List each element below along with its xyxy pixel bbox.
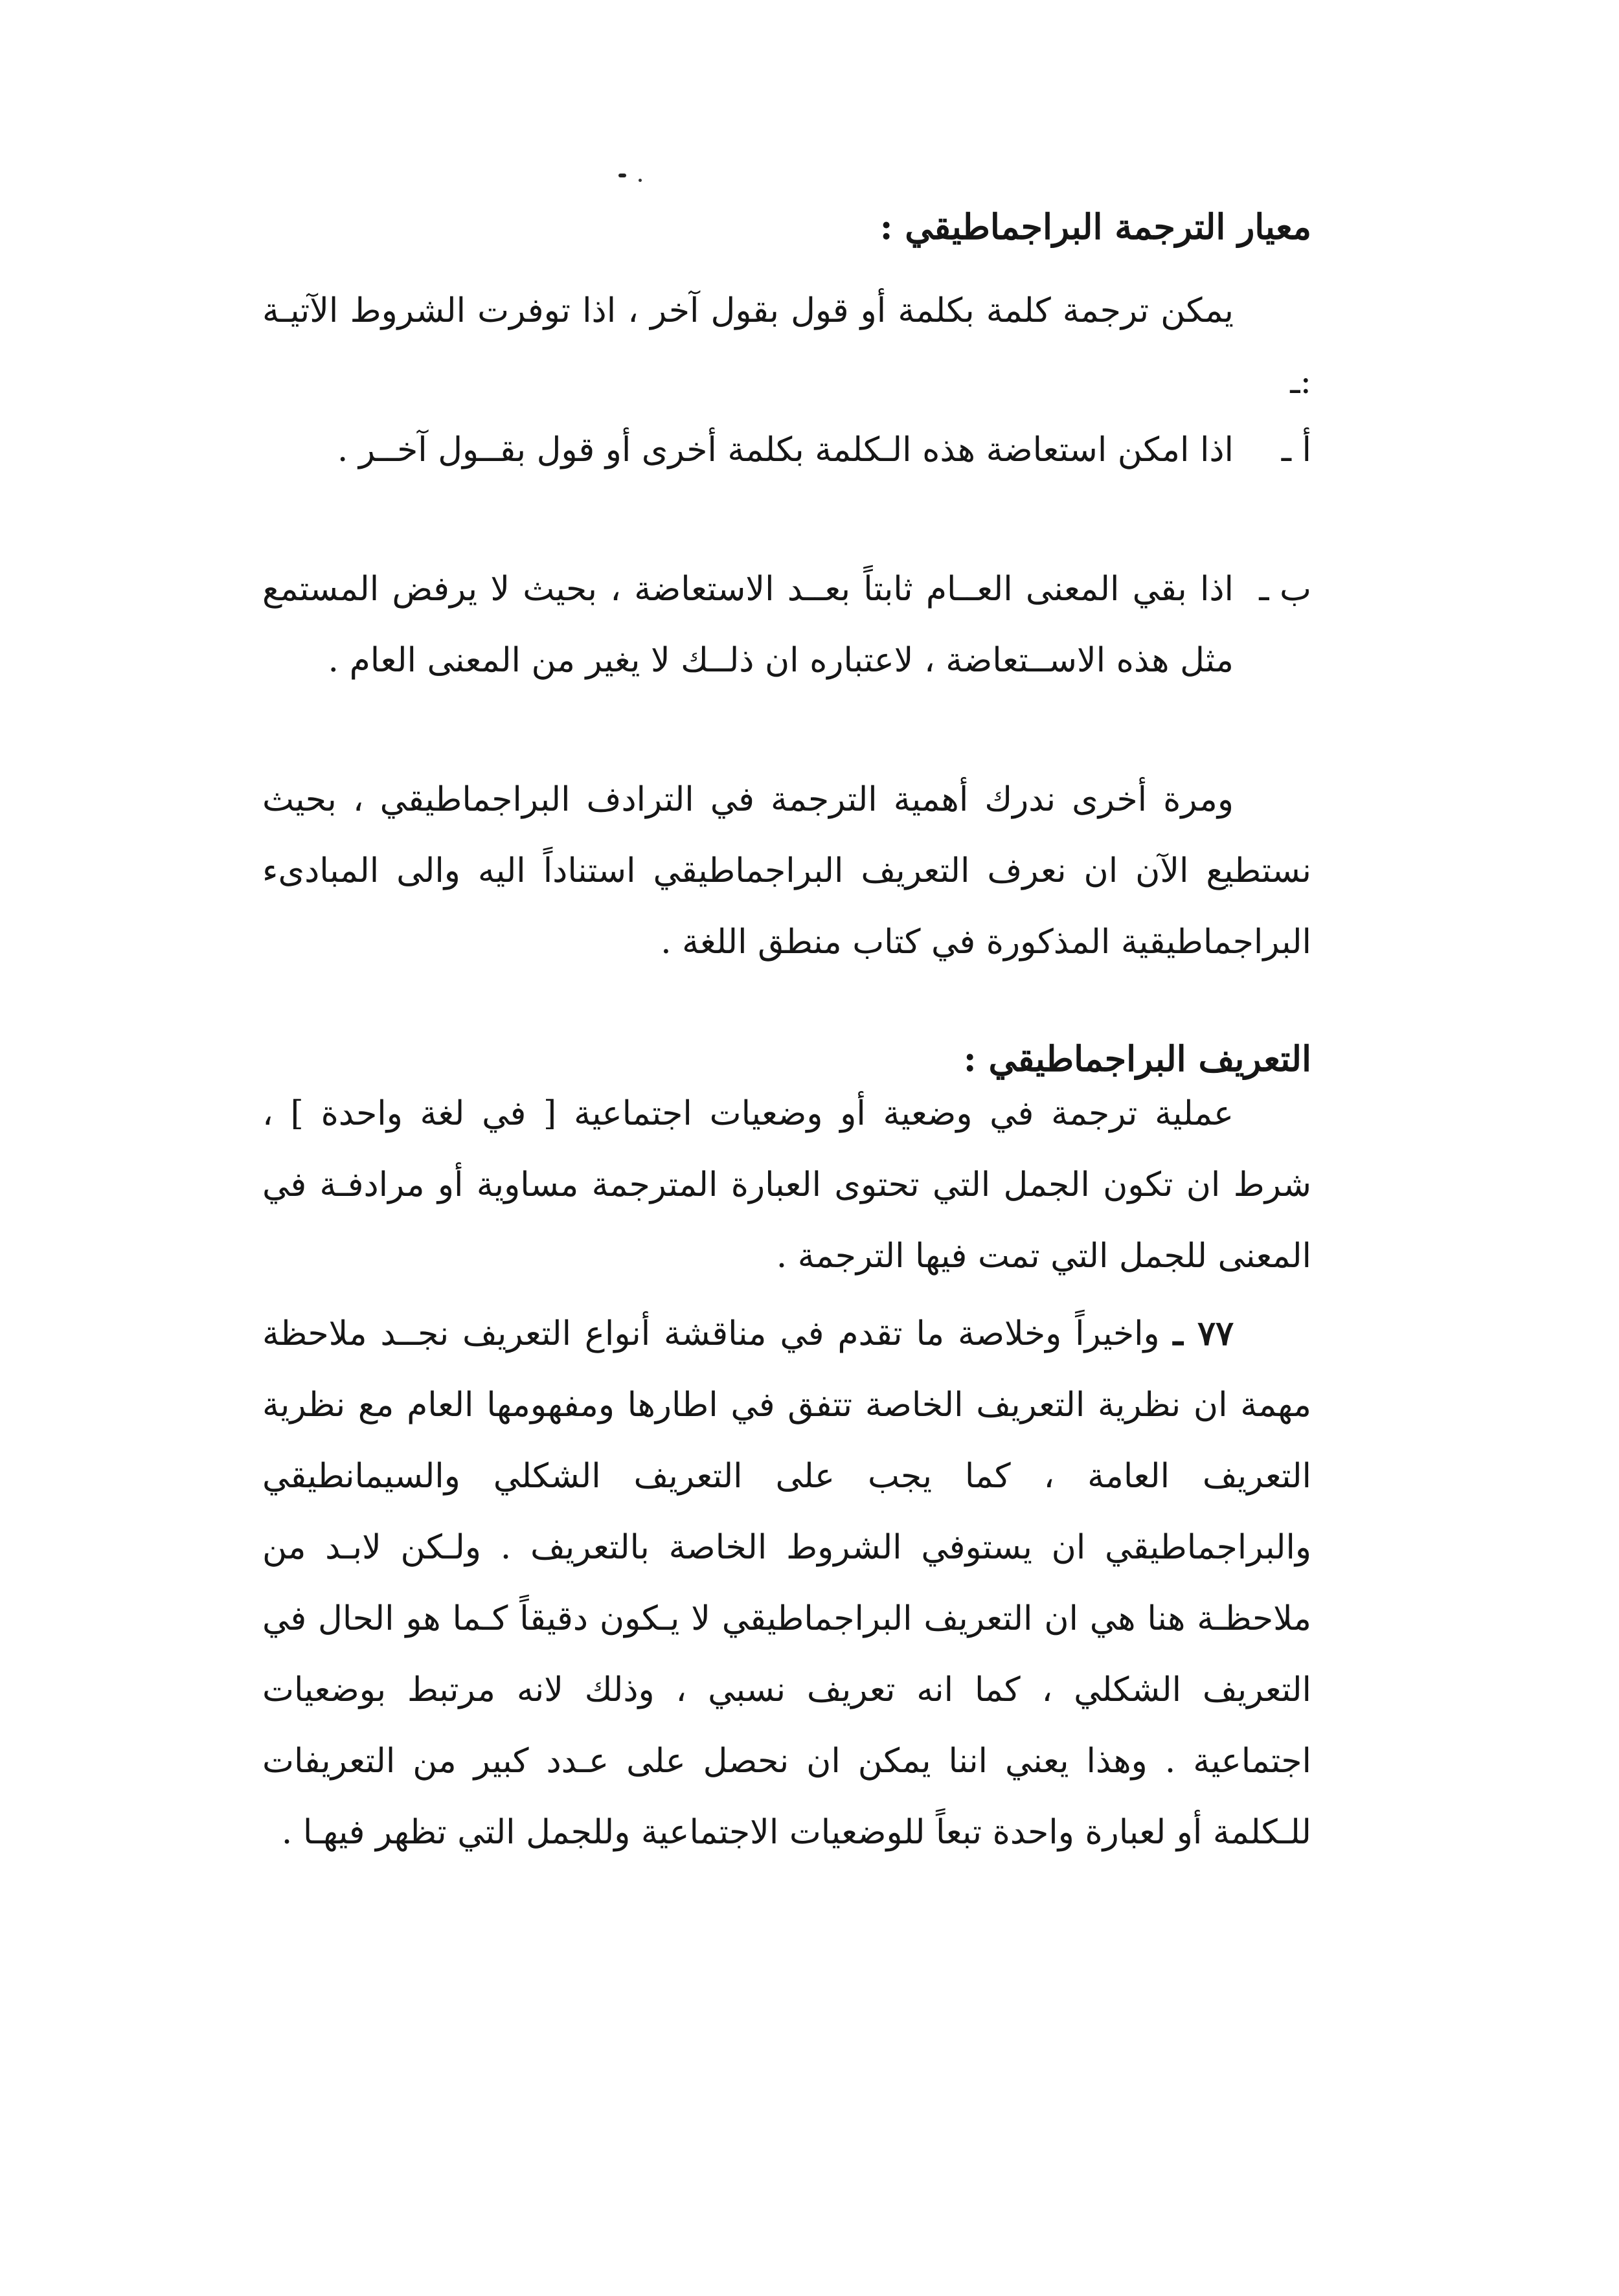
list-item-b	[262, 554, 1311, 696]
paragraph-definition	[262, 1078, 1311, 1292]
paragraph-text: ومرة أخرى ندرك أهمية الترجمة في الترادف البراجماطيقي ، بحيث نستطيع الآن ان نعرف التعريف البراجماطيقي استناداً اليه والى المبادىء البراجماطيقية المذكورة في كتاب منطق اللغة .	[262, 780, 1311, 962]
section-heading-pragmatic-translation-criterion: معيار الترجمة البراجماطيقي :	[879, 206, 1311, 247]
paragraph-text: يمكن ترجمة كلمة بكلمة أو قول بقول آخر ، اذا توفرت الشروط الآتيـة :ـ	[262, 291, 1311, 401]
paragraph-text	[262, 1298, 1311, 1868]
list-marker: ب ـ	[1259, 570, 1311, 609]
paragraph-number: ٧٧ ـ	[1173, 1314, 1234, 1353]
scan-speck	[618, 174, 626, 177]
paragraph-intro	[262, 275, 1311, 418]
list-item-text: اذا بقي المعنى العــام ثابتاً بعــد الاستعاضة ، بحيث لا يرفض المستمع مثل هذه الاســتعاضة ، لاعتباره ان ذلــك لا يغير من المعنى العام .	[262, 570, 1234, 680]
list-item-text: اذا امكن استعاضة هذه الـكلمة بكلمة أخرى أو قول بقــول آخــر .	[337, 431, 1234, 469]
paragraph-conclusion	[262, 1298, 1311, 1868]
scan-speck	[639, 179, 642, 182]
paragraph-translation-importance	[262, 764, 1311, 978]
paragraph-body: واخيراً وخلاصة ما تقدم في مناقشة أنواع التعريف نجــد ملاحظة مهمة ان نظرية التعريف الخاصة تتفق في اطارها ومفهومها العام مع نظرية التعريف العامة ، كما يجب على التعريف الشكلي والسيمانطيقي والبراجماطيقي ان يستوفي الشروط الخاصة بالتعريف . ولـكن لابـد من ملاحظـة هنا هي ان التعريف البراجماطيقي لا يـكون دقيقاً كـما هو الحال في التعريف الشكلي ، كما انه تعريف نسبي ، وذلك لانه مرتبط بوضعيات اجتماعية . وهذا يعني اننا يمكن ان نحصل على عـدد كبير من التعريفات للـكلمة أو لعبارة واحدة تبعاً للوضعيات الاجتماعية وللجمل التي تظهر فيهـا .	[262, 1314, 1311, 1852]
list-item-a	[262, 414, 1311, 486]
paragraph-text: عملية ترجمة في وضعية أو وضعيات اجتماعية [ في لغة واحدة ] ، شرط ان تكون الجمل التي تحتوى العبارة المترجمة مساوية أو مرادفـة في المعنى للجمل التي تمت فيها الترجمة .	[262, 1094, 1312, 1276]
list-marker: أ ـ	[1281, 431, 1311, 469]
section-heading-pragmatic-definition: التعريف البراجماطيقي :	[963, 1038, 1311, 1079]
